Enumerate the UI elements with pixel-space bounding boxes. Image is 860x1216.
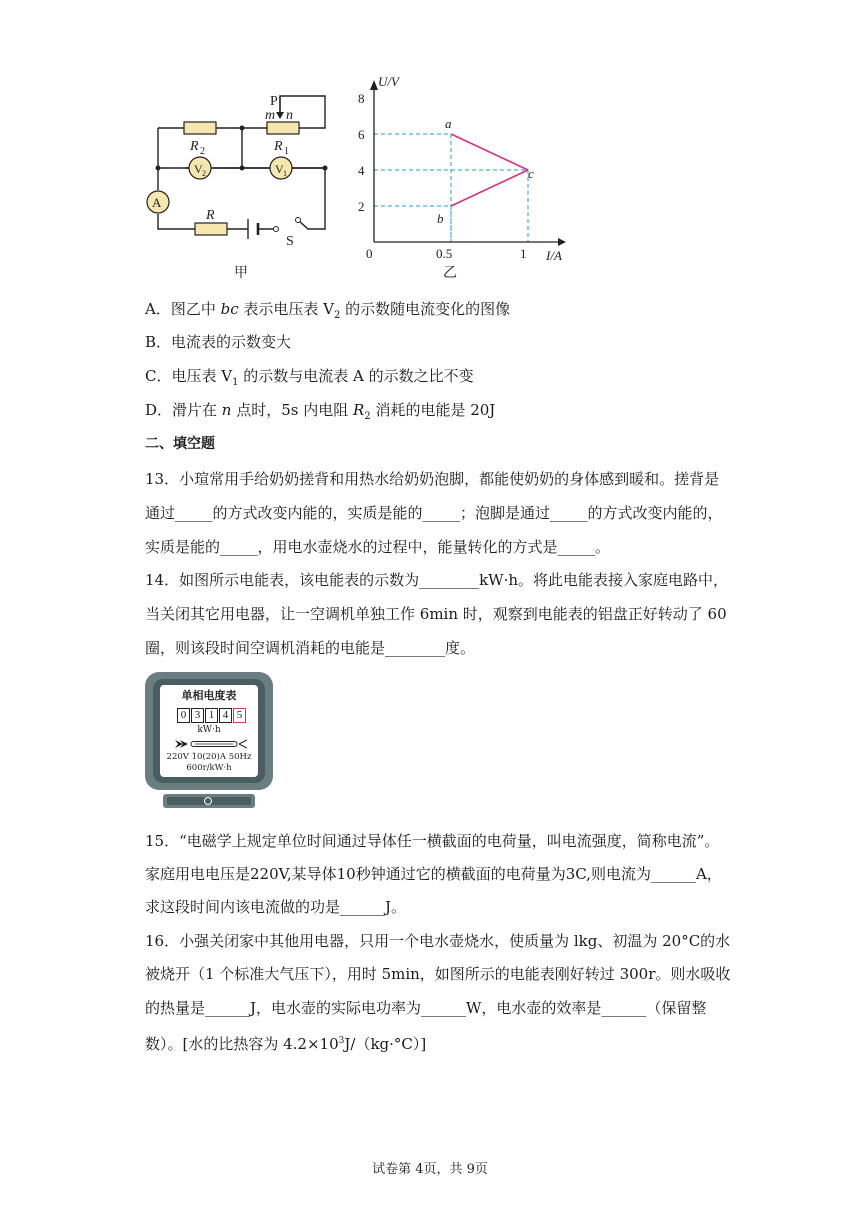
meter-spec: 220V 10(20)A 50Hz [166,752,252,762]
option-a-sub: 2 [334,310,341,321]
point-label-a: a [445,116,452,131]
guide-lines [374,134,528,242]
q15-line: 求这段时间内该电流做的功是______J。 [145,898,407,916]
series-line-bc [451,170,528,206]
q15-line: 家庭用电电压是220V,某导体10秒钟通过它的横截面的电荷量为3C,则电流为______A， [145,865,722,883]
point-label-b: b [437,211,444,226]
meter-disk-indicator [175,739,247,749]
q16-text: J/（kg·°C）] [344,1035,427,1053]
label-v2-sub: 2 [202,169,206,178]
q16-text: 数）。[水的比热容为 4.2×10 [145,1035,339,1053]
q16-line: 的热量是______J，电水壶的实际电功率为______W，电水壶的效率是______（保留整 [145,999,707,1017]
option-c-sub: 1 [232,377,239,388]
meter-digit: 4 [219,708,232,723]
circuit-diagram [140,88,340,283]
circuit-wire [158,96,325,128]
option-a-text: 的示数随电流变化的图像 [340,300,511,318]
label-r: R [206,208,215,223]
q13-line: 实质是能的_____，用电水壶烧水的过程中，能量转化的方式是_____。 [145,538,611,556]
q14-line: 当关闭其它用电器，让一空调机单独工作 6min 时，观察到电能表的铝盘正好转动了 60 [145,605,727,623]
circuit-caption: 甲 [234,265,248,281]
q16-line: 被烧开（1 个标准大气压下），用时 5min，如图所示的电能表刚好转过 300r。则水吸收 [145,965,731,983]
option-b: B．电流表的示数变大 [145,333,292,351]
option-a [145,299,510,326]
junction [240,166,245,171]
y-axis-label: U/V [378,74,399,89]
resistor-r [195,223,227,235]
option-d-text: D．滑片在 [145,401,222,419]
circuit-wire [158,214,195,229]
y-tick-label: 4 [358,163,365,178]
meter-digit-last: 5 [233,708,246,723]
meter-knob-icon [204,797,212,805]
option-d-text: 消耗的电能是 20J [370,401,496,419]
label-r2: R [190,139,199,154]
q14-line: 圈，则该段时间空调机消耗的电能是________度。 [145,639,476,657]
option-d [145,400,495,427]
section-heading: 二、填空题 [145,436,215,452]
meter-digit: 1 [205,708,218,723]
q16-line [145,1031,426,1054]
label-r2-sub: 2 [200,146,205,157]
page-footer: 试卷第 4页，共 9页 [372,1162,488,1177]
label-v2: V [194,162,203,176]
option-c-text: C．电压表 V [145,367,233,385]
meter-rating: 600r/kW·h [186,763,232,773]
option-a-text: 表示电压表 V [238,300,334,318]
option-d-text: 点时，5s 内电阻 [231,401,354,419]
meter-title: 单相电度表 [181,689,237,702]
q15-line: 15．“电磁学上规定单位时间通过导体任一横截面的电荷量，叫电流强度，简称电流”。 [145,832,720,850]
electric-meter [145,672,273,812]
label-r1: R [274,139,283,154]
x-axis-label: I/A [546,248,562,263]
option-a-ital: bc [220,300,239,318]
q16-line: 16．小强关闭家中其他用电器，只用一个电水壶烧水，使质量为 lkg、初温为 20°C的水 [145,932,731,950]
meter-digit: 3 [191,708,204,723]
x-tick-label: 1 [520,246,527,261]
junction [323,166,328,171]
junction [156,166,161,171]
label-p: P [270,94,278,109]
meter-digit: 0 [177,708,190,723]
q13-line: 通过_____的方式改变内能的，实质是能的_____；泡脚是通过_____的方式改变内能的， [145,504,723,522]
origin-label: 0 [366,246,373,261]
q16-sup: 3 [338,1036,345,1046]
point-label-c: c [528,166,534,181]
label-n: n [286,108,293,123]
switch-contact [296,218,301,223]
y-axis-arrow [370,80,378,90]
switch-contact [274,227,279,232]
option-d-ital: R [353,401,365,419]
label-s: S [286,234,294,249]
option-d-sub: 2 [364,411,371,422]
series-line-ac [451,134,528,170]
y-tick-label: 6 [358,127,365,142]
label-r1-sub: 1 [284,146,289,157]
resistor-r2 [184,122,216,134]
label-v1: V [275,162,284,176]
y-tick-label: 2 [358,199,365,214]
q14-line: 14．如图所示电能表，该电能表的示数为________kW·h。将此电能表接入家庭电路中， [145,571,729,589]
junction [240,126,245,131]
graph-caption: 乙 [443,265,457,281]
u-i-graph [350,68,580,268]
q13-line: 13．小瑄常用手给奶奶搓背和用热水给奶奶泡脚，都能使奶奶的身体感到暖和。搓背是 [145,470,720,488]
meter-display [177,708,247,723]
option-d-ital: n [221,401,232,419]
resistor-r1 [267,122,299,134]
option-c [145,366,474,393]
label-m: m [265,108,276,123]
meter-unit: kW·h [197,725,221,735]
x-tick-label: 0.5 [436,246,453,261]
y-tick-label: 8 [358,91,365,106]
label-v1-sub: 1 [283,169,287,178]
slider-arrow [276,112,284,119]
option-c-text: 的示数与电流表 A 的示数之比不变 [238,367,474,385]
label-a: A [152,195,162,210]
option-a-text: A．图乙中 [145,300,221,318]
x-axis-arrow [558,238,566,246]
